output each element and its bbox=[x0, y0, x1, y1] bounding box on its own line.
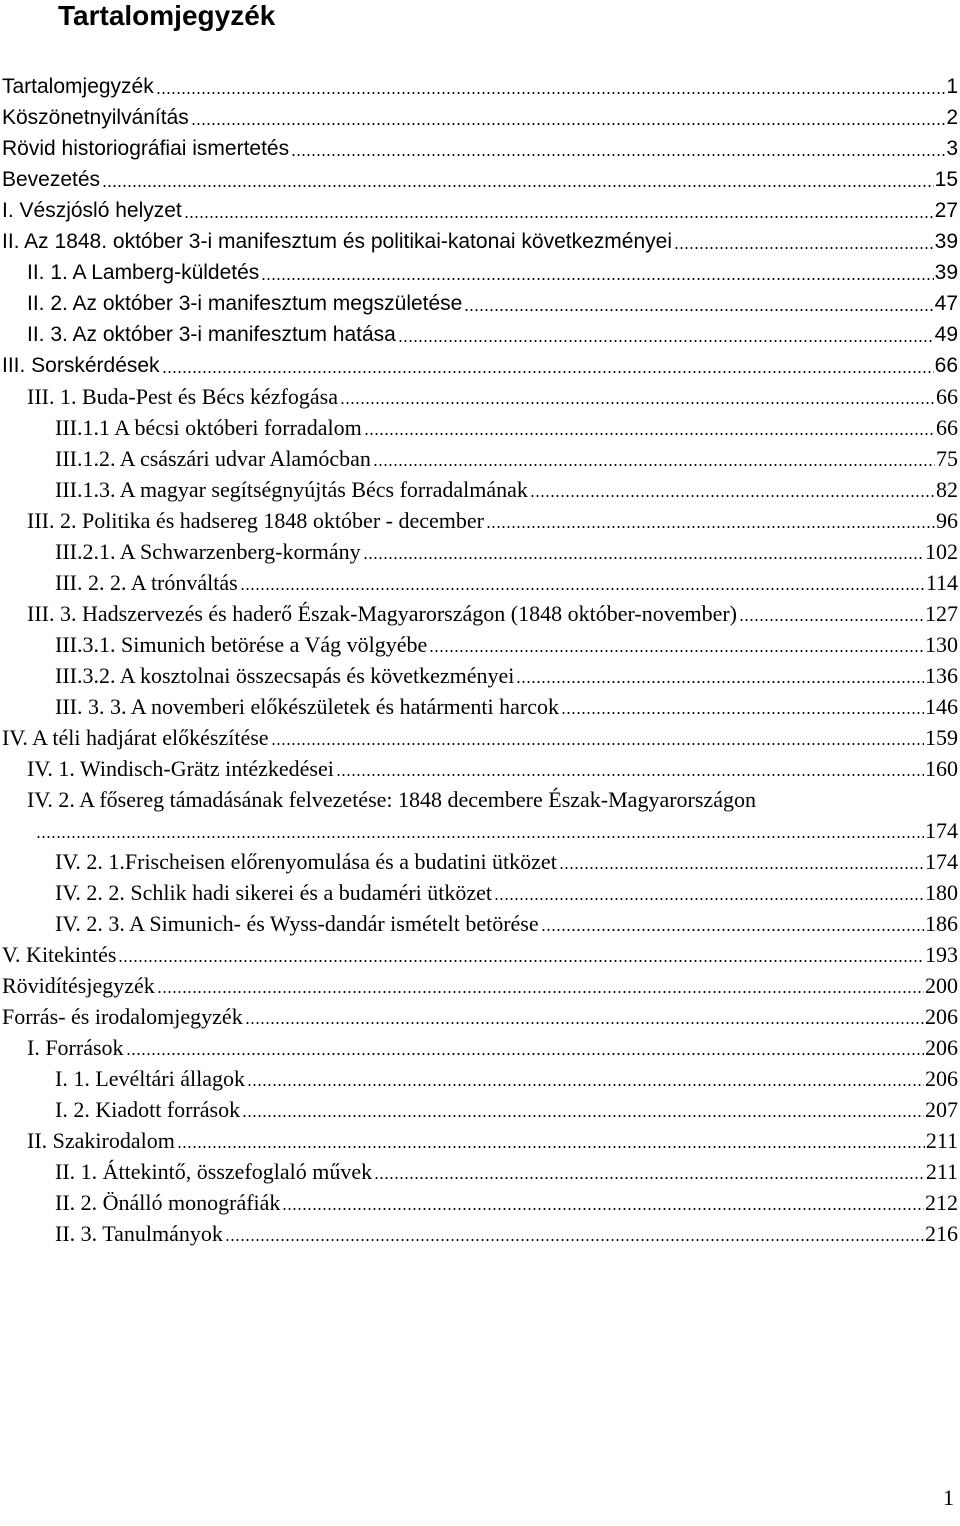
toc-entry-title: II. 3. Az október 3-i manifesztum hatása bbox=[27, 323, 396, 346]
dot-leader bbox=[118, 959, 924, 963]
toc-entry-title: IV. 2. 3. A Simunich- és Wyss-dandár ismételt betörése bbox=[55, 911, 539, 936]
toc-entry-title: II. 3. Tanulmányok bbox=[55, 1221, 223, 1246]
toc-entry-title: I. 1. Levéltári állagok bbox=[55, 1066, 245, 1091]
toc-entry-title: Köszönetnyilvánítás bbox=[2, 106, 189, 129]
toc-entry-title: II. Az 1848. október 3-i manifesztum és politikai-katonai következményei bbox=[2, 230, 672, 253]
toc-entry[interactable] bbox=[0, 752, 958, 783]
toc-entry-page: 136 bbox=[925, 663, 958, 688]
toc-entry[interactable] bbox=[0, 349, 958, 380]
toc-entry-title: IV. 1. Windisch-Grätz intézkedései bbox=[27, 756, 334, 781]
toc-entry-continuation[interactable] bbox=[0, 814, 958, 845]
toc-entry-title: III. 2. 2. A trónváltás bbox=[55, 570, 238, 595]
toc-entry-title: III.2.1. A Schwarzenberg-kormány bbox=[55, 539, 361, 564]
toc-entry-title: IV. 2. A fősereg támadásának felvezetése: 1848 decembere Észak-Magyarországon bbox=[27, 787, 756, 812]
toc-entry-title: I. 2. Kiadott források bbox=[55, 1097, 241, 1122]
toc-entry[interactable] bbox=[0, 1186, 958, 1217]
dot-leader bbox=[184, 215, 934, 219]
toc-entry[interactable] bbox=[0, 132, 958, 163]
toc-entry-page: 186 bbox=[925, 911, 958, 936]
dot-leader bbox=[291, 153, 945, 157]
toc-entry-title: III.3.1. Simunich betörése a Vág völgyébe bbox=[55, 632, 428, 657]
toc-entry-title: Tartalomjegyzék bbox=[2, 75, 154, 98]
dot-leader bbox=[486, 525, 935, 529]
toc-entry[interactable] bbox=[0, 597, 958, 628]
toc-entry-page: 49 bbox=[934, 323, 958, 346]
toc-entry[interactable] bbox=[0, 318, 958, 349]
toc-entry-page: 66 bbox=[934, 354, 958, 377]
dot-leader bbox=[464, 308, 933, 312]
dot-leader bbox=[559, 866, 924, 870]
toc-entry-title: Rövidítésjegyzék bbox=[2, 973, 155, 998]
toc-entry-page: 2 bbox=[946, 106, 958, 129]
dot-leader bbox=[541, 928, 924, 932]
dot-leader bbox=[373, 463, 935, 467]
table-of-contents bbox=[0, 70, 958, 1248]
dot-leader bbox=[271, 742, 924, 746]
toc-entry-page: 1 bbox=[946, 75, 958, 98]
toc-entry-page: 39 bbox=[934, 230, 958, 253]
toc-entry-title: III.3.2. A kosztolnai összecsapás és következményei bbox=[55, 663, 515, 688]
toc-entry-page: 206 bbox=[925, 1066, 958, 1091]
toc-entry[interactable] bbox=[0, 535, 958, 566]
page-number: 1 bbox=[943, 1485, 954, 1510]
toc-entry[interactable] bbox=[0, 876, 958, 907]
toc-entry-page: 174 bbox=[925, 849, 958, 874]
dot-leader bbox=[156, 91, 946, 95]
toc-entry-page: 212 bbox=[925, 1190, 958, 1215]
toc-entry[interactable] bbox=[0, 70, 958, 101]
toc-entry-page: 206 bbox=[925, 1035, 958, 1060]
toc-entry-title: Rövid historiográfiai ismertetés bbox=[2, 137, 290, 160]
dot-leader bbox=[336, 773, 924, 777]
toc-entry-page: 66 bbox=[936, 384, 958, 409]
toc-entry[interactable] bbox=[0, 1031, 958, 1062]
dot-leader bbox=[429, 649, 924, 653]
toc-entry[interactable] bbox=[0, 504, 958, 535]
toc-entry-page: 159 bbox=[925, 725, 958, 750]
toc-entry-page: 96 bbox=[936, 508, 958, 533]
dot-leader bbox=[177, 1145, 925, 1149]
toc-entry[interactable] bbox=[0, 256, 958, 287]
toc-entry-title: IV. 2. 2. Schlik hadi sikerei és a budaméri ütközet bbox=[55, 880, 493, 905]
toc-entry-page: 216 bbox=[925, 1221, 958, 1246]
toc-entry[interactable] bbox=[0, 690, 958, 721]
toc-entry-title: II. 1. A Lamberg-küldetés bbox=[27, 261, 260, 284]
dot-leader bbox=[363, 556, 924, 560]
toc-entry[interactable] bbox=[0, 783, 958, 814]
toc-entry-title: I. Források bbox=[27, 1035, 124, 1060]
toc-entry-title: III. 1. Buda-Pest és Bécs kézfogása bbox=[27, 384, 338, 409]
toc-entry-title: Forrás- és irodalomjegyzék bbox=[2, 1004, 243, 1029]
toc-entry-page: 130 bbox=[925, 632, 958, 657]
toc-entry-page: 27 bbox=[934, 199, 958, 222]
toc-entry-title: III.1.2. A császári udvar Alamócban bbox=[55, 446, 371, 471]
toc-entry[interactable] bbox=[0, 566, 958, 597]
toc-entry[interactable] bbox=[0, 628, 958, 659]
toc-entry-title: III. 2. Politika és hadsereg 1848 október - december bbox=[27, 508, 484, 533]
toc-entry-title: III. 3. 3. A novemberi előkészületek és határmenti harcok bbox=[55, 694, 559, 719]
toc-entry-title: II. 2. Az október 3-i manifesztum megszületése bbox=[27, 292, 463, 315]
dot-leader bbox=[516, 680, 924, 684]
toc-entry-title: III.1.1 A bécsi októberi forradalom bbox=[55, 415, 362, 440]
toc-entry-page: 211 bbox=[925, 1128, 958, 1153]
toc-entry-title: III. 3. Hadszervezés és haderő Észak-Magyarországon (1848 október-november) bbox=[27, 601, 737, 626]
dot-leader bbox=[374, 1176, 925, 1180]
toc-entry[interactable] bbox=[0, 163, 958, 194]
toc-entry-page: 66 bbox=[936, 415, 958, 440]
toc-entry[interactable] bbox=[0, 1217, 958, 1248]
toc-entry-title: II. Szakirodalom bbox=[27, 1128, 175, 1153]
toc-entry-title: I. Vészjósló helyzet bbox=[2, 199, 182, 222]
toc-entry[interactable] bbox=[0, 225, 958, 256]
dot-leader bbox=[247, 1083, 924, 1087]
toc-entry[interactable] bbox=[0, 969, 958, 1000]
dot-leader bbox=[561, 711, 924, 715]
dot-leader bbox=[225, 1238, 924, 1242]
toc-entry-page: 3 bbox=[946, 137, 958, 160]
toc-entry-page: 207 bbox=[925, 1097, 958, 1122]
toc-entry-page: 146 bbox=[925, 694, 958, 719]
dot-leader bbox=[494, 897, 924, 901]
toc-entry[interactable] bbox=[0, 194, 958, 225]
dot-leader bbox=[102, 184, 934, 188]
toc-entry-page: 180 bbox=[925, 880, 958, 905]
toc-entry[interactable] bbox=[0, 721, 958, 752]
toc-entry-page: 193 bbox=[925, 942, 958, 967]
toc-entry-title: II. 1. Áttekintő, összefoglaló művek bbox=[55, 1159, 373, 1184]
dot-leader bbox=[157, 990, 924, 994]
toc-entry-title: Bevezetés bbox=[2, 168, 101, 191]
toc-entry[interactable] bbox=[0, 411, 958, 442]
toc-entry-title: IV. 2. 1.Frischeisen előrenyomulása és a budatini ütközet bbox=[55, 849, 557, 874]
toc-entry[interactable] bbox=[0, 1062, 958, 1093]
dot-leader bbox=[674, 246, 934, 250]
toc-entry[interactable] bbox=[0, 442, 958, 473]
toc-entry-page: 174 bbox=[925, 818, 958, 843]
toc-entry-page: 127 bbox=[925, 601, 958, 626]
toc-entry-title: III.1.3. A magyar segítségnyújtás Bécs forradalmának bbox=[55, 477, 528, 502]
dot-leader bbox=[245, 1021, 924, 1025]
toc-entry[interactable] bbox=[0, 287, 958, 318]
toc-entry[interactable] bbox=[0, 1155, 958, 1186]
toc-entry[interactable] bbox=[0, 659, 958, 690]
toc-entry-page: 200 bbox=[925, 973, 958, 998]
toc-entry[interactable] bbox=[0, 907, 958, 938]
toc-entry-page: 206 bbox=[925, 1004, 958, 1029]
dot-leader bbox=[364, 432, 935, 436]
dot-leader bbox=[126, 1052, 924, 1056]
toc-entry-title: V. Kitekintés bbox=[2, 942, 117, 967]
toc-entry[interactable] bbox=[0, 938, 958, 969]
dot-leader bbox=[739, 618, 924, 622]
toc-entry-page: 75 bbox=[936, 446, 958, 471]
dot-leader bbox=[282, 1207, 924, 1211]
dot-leader bbox=[240, 587, 925, 591]
dot-leader bbox=[530, 494, 935, 498]
toc-entry[interactable] bbox=[0, 380, 958, 411]
toc-entry-page: 15 bbox=[934, 168, 958, 191]
toc-entry-page: 47 bbox=[934, 292, 958, 315]
dot-leader bbox=[36, 835, 924, 839]
toc-entry-page: 82 bbox=[936, 477, 958, 502]
dot-leader bbox=[398, 339, 934, 343]
dot-leader bbox=[162, 370, 934, 374]
toc-entry[interactable] bbox=[0, 1093, 958, 1124]
toc-entry-page: 114 bbox=[925, 570, 958, 595]
toc-entry-page: 160 bbox=[925, 756, 958, 781]
toc-entry-title: IV. A téli hadjárat előkészítése bbox=[2, 725, 269, 750]
toc-entry-page: 102 bbox=[925, 539, 958, 564]
dot-leader bbox=[191, 122, 946, 126]
toc-entry-page: 39 bbox=[934, 261, 958, 284]
dot-leader bbox=[261, 277, 933, 281]
toc-entry-title: III. Sorskérdések bbox=[2, 354, 160, 377]
page-title: Tartalomjegyzék bbox=[58, 0, 276, 31]
toc-entry[interactable] bbox=[0, 845, 958, 876]
dot-leader bbox=[340, 401, 935, 405]
toc-entry-title: II. 2. Önálló monográfiák bbox=[55, 1190, 281, 1215]
dot-leader bbox=[242, 1114, 924, 1118]
toc-entry[interactable] bbox=[0, 1000, 958, 1031]
toc-entry[interactable] bbox=[0, 101, 958, 132]
toc-entry[interactable] bbox=[0, 1124, 958, 1155]
toc-entry-page: 211 bbox=[925, 1159, 958, 1184]
toc-entry[interactable] bbox=[0, 473, 958, 504]
